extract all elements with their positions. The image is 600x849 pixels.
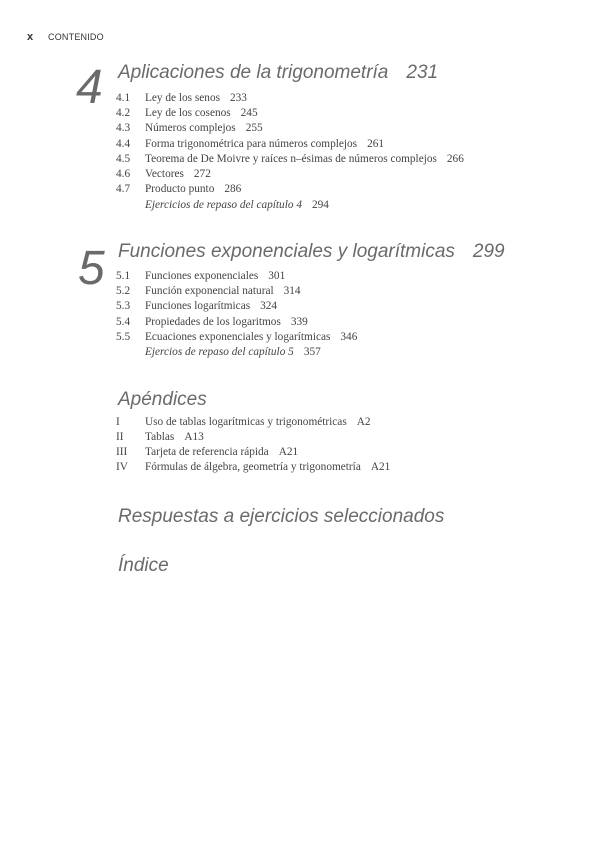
- toc-entry[interactable]: [116, 300, 277, 312]
- review-text: Ejercios de repaso del capítulo 5: [145, 346, 294, 358]
- toc-entry[interactable]: [116, 168, 211, 180]
- entry-page: 261: [367, 138, 385, 150]
- toc-entry[interactable]: [116, 107, 258, 119]
- entry-page: 245: [240, 107, 258, 119]
- review-entry[interactable]: [116, 346, 321, 358]
- entry-number: 5.5: [116, 331, 131, 343]
- entry-page: A21: [370, 461, 391, 473]
- entry-text: Fórmulas de álgebra, geometría y trigonometría: [145, 461, 361, 473]
- entry-text: Ley de los cosenos: [145, 107, 231, 119]
- entry-page: 272: [193, 168, 211, 180]
- entry-page: 324: [260, 300, 278, 312]
- review-text: Ejercicios de repaso del capítulo 4: [145, 199, 302, 211]
- toc-entry[interactable]: [116, 331, 357, 343]
- toc-entry[interactable]: [116, 431, 204, 443]
- entry-number: 5.2: [116, 285, 131, 297]
- entry-text: Teorema de De Moivre y raíces n–ésimas de números complejos: [145, 153, 437, 165]
- entry-number: 5.4: [116, 316, 131, 328]
- entry-number: 4.5: [116, 153, 131, 165]
- entry-page: A2: [356, 416, 371, 428]
- entry-text: Números complejos: [145, 122, 236, 134]
- entry-number: 5.1: [116, 270, 131, 282]
- chapter-page: 231: [406, 62, 439, 83]
- entry-text: Funciones exponenciales: [145, 270, 259, 282]
- entry-page: 255: [245, 122, 263, 134]
- entry-text: Tablas: [145, 431, 175, 443]
- entry-text: Función exponencial natural: [145, 285, 274, 297]
- entry-page: A21: [278, 446, 299, 458]
- toc-entry[interactable]: [116, 183, 241, 195]
- entry-number: 4.7: [116, 183, 131, 195]
- entry-text: Propiedades de los logaritmos: [145, 316, 281, 328]
- entry-number: 4.4: [116, 138, 131, 150]
- running-head-title: CONTENIDO: [48, 32, 104, 42]
- toc-entry[interactable]: [116, 92, 247, 104]
- toc-entry[interactable]: [116, 153, 464, 165]
- entry-text: Tarjeta de referencia rápida: [145, 446, 269, 458]
- chapter-title: [118, 241, 505, 263]
- entry-number: 5.3: [116, 300, 131, 312]
- entry-number: III: [116, 446, 128, 458]
- chapter-number: 5: [78, 242, 105, 295]
- toc-entry[interactable]: [116, 270, 285, 282]
- review-entry[interactable]: [116, 199, 329, 211]
- entry-page: 266: [446, 153, 464, 165]
- entry-number: 4.2: [116, 107, 131, 119]
- answers-title[interactable]: Respuestas a ejercicios seleccionados: [118, 506, 445, 527]
- toc-entry[interactable]: [116, 122, 263, 134]
- entry-text: Producto punto: [145, 183, 215, 195]
- entry-page: 346: [340, 331, 358, 343]
- chapter-page: 299: [472, 241, 505, 262]
- toc-entry[interactable]: [116, 446, 298, 458]
- entry-text: Funciones logarítmicas: [145, 300, 251, 312]
- index-title[interactable]: Índice: [118, 555, 169, 576]
- entry-number: I: [116, 416, 120, 428]
- entry-page: 339: [290, 316, 308, 328]
- entry-page: 301: [268, 270, 286, 282]
- toc-entry[interactable]: [116, 285, 301, 297]
- chapter-title: [118, 62, 438, 84]
- appendices-title[interactable]: Apéndices: [118, 389, 207, 410]
- chapter-number: 4: [76, 61, 103, 114]
- entry-number: II: [116, 431, 124, 443]
- review-page: 357: [303, 346, 321, 358]
- entry-text: Uso de tablas logarítmicas y trigonométricas: [145, 416, 347, 428]
- review-page: 294: [311, 199, 329, 211]
- page-number: x: [27, 31, 34, 43]
- chapter-title-text: Funciones exponenciales y logarítmicas: [118, 241, 455, 262]
- entry-text: Ley de los senos: [145, 92, 220, 104]
- entry-page: A13: [184, 431, 204, 443]
- entry-page: 314: [283, 285, 301, 297]
- toc-entry[interactable]: [116, 138, 384, 150]
- chapter-title-text: Aplicaciones de la trigonometría: [118, 62, 389, 83]
- entry-number: IV: [116, 461, 128, 473]
- running-head: [27, 31, 104, 43]
- entry-page: 286: [224, 183, 242, 195]
- entry-number: 4.3: [116, 122, 131, 134]
- toc-entry[interactable]: [116, 461, 390, 473]
- entry-text: Forma trigonométrica para números complejos: [145, 138, 358, 150]
- entry-text: Ecuaciones exponenciales y logarítmicas: [145, 331, 331, 343]
- toc-entry[interactable]: [116, 316, 308, 328]
- entry-number: 4.6: [116, 168, 131, 180]
- toc-entry[interactable]: [116, 416, 371, 428]
- entry-number: 4.1: [116, 92, 131, 104]
- entry-text: Vectores: [145, 168, 184, 180]
- entry-page: 233: [230, 92, 247, 104]
